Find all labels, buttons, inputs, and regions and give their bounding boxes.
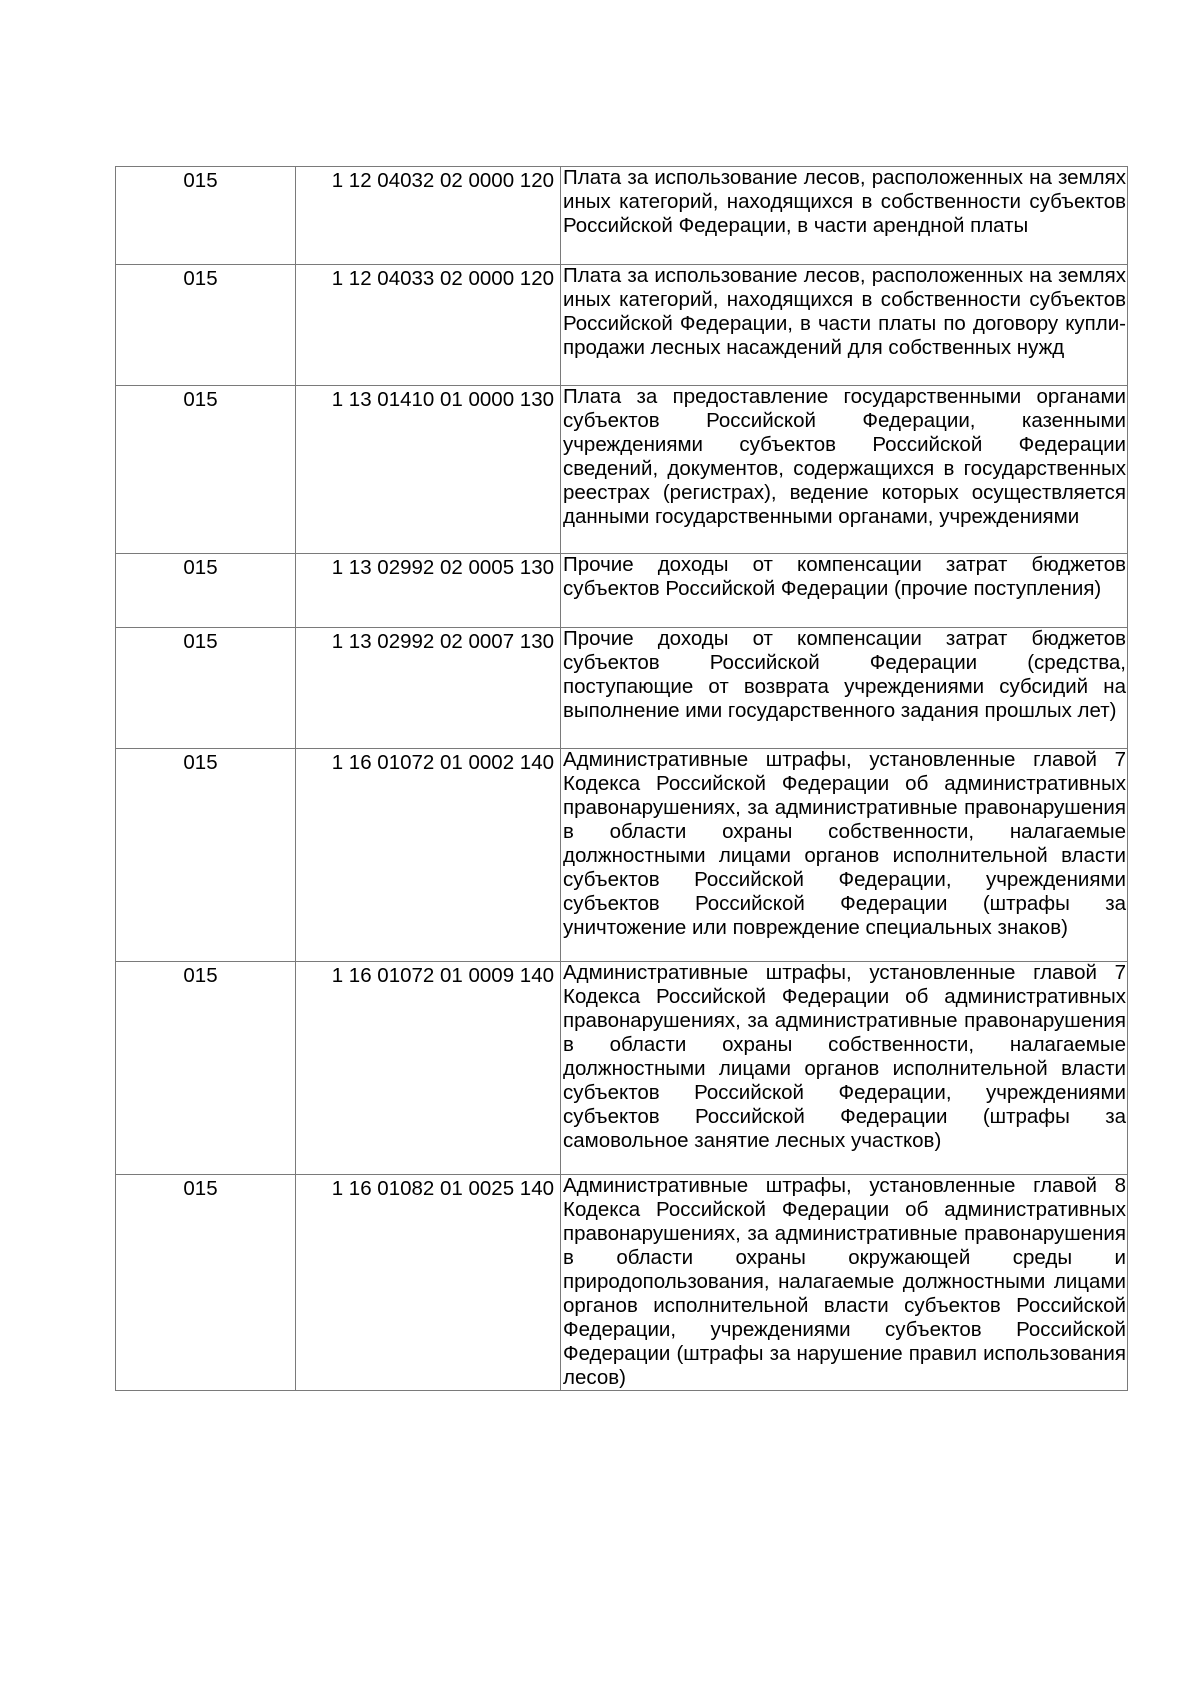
revenue-codes-table bbox=[115, 166, 1128, 1391]
table-body bbox=[116, 167, 1128, 1391]
budget-code-cell: 1 13 01410 01 0000 130 bbox=[296, 386, 561, 554]
budget-code-cell: 1 12 04032 02 0000 120 bbox=[296, 167, 561, 265]
description-text: Административные штрафы, установленные главой 7 Кодекса Российской Федерации об административных правонарушениях, за административные правонарушения в области охраны собственности, налагаемые должностными лицами органов исполнительной власти субъектов Российской Федерации, учреждениями субъектов Российской Федерации (штрафы за самовольное занятие лесных участков) bbox=[563, 961, 1126, 1152]
description-cell bbox=[561, 1175, 1128, 1391]
admin-code-cell: 015 bbox=[116, 386, 296, 554]
table-row bbox=[116, 554, 1128, 628]
description-text: Плата за предоставление государственными органами субъектов Российской Федерации, казенными учреждениями субъектов Российской Федерации сведений, документов, содержащихся в государственных реестрах (регистрах), ведение которых осуществляется данными государственными органами, учреждениями bbox=[563, 385, 1126, 528]
table-row bbox=[116, 1175, 1128, 1391]
description-cell bbox=[561, 962, 1128, 1175]
admin-code-cell: 015 bbox=[116, 554, 296, 628]
description-text: Административные штрафы, установленные главой 8 Кодекса Российской Федерации об административных правонарушениях, за административные правонарушения в области охраны окружающей среды и природопользования, налагаемые должностными лицами органов исполнительной власти субъектов Российской Федерации, учреждениями субъектов Российской Федерации (штрафы за нарушение правил использования лесов) bbox=[563, 1174, 1126, 1389]
description-cell bbox=[561, 554, 1128, 628]
description-cell bbox=[561, 749, 1128, 962]
description-text: Плата за использование лесов, расположенных на землях иных категорий, находящихся в собственности субъектов Российской Федерации, в части платы по договору купли-продажи лесных насаждений для собственных нужд bbox=[563, 264, 1126, 359]
description-cell bbox=[561, 265, 1128, 386]
description-cell bbox=[561, 628, 1128, 749]
description-text: Плата за использование лесов, расположенных на землях иных категорий, находящихся в собственности субъектов Российской Федерации, в части арендной платы bbox=[563, 166, 1126, 237]
table-row bbox=[116, 628, 1128, 749]
budget-code-cell: 1 12 04033 02 0000 120 bbox=[296, 265, 561, 386]
admin-code-cell: 015 bbox=[116, 265, 296, 386]
admin-code-cell: 015 bbox=[116, 1175, 296, 1391]
description-cell bbox=[561, 386, 1128, 554]
admin-code-cell: 015 bbox=[116, 628, 296, 749]
description-text: Административные штрафы, установленные главой 7 Кодекса Российской Федерации об административных правонарушениях, за административные правонарушения в области охраны собственности, налагаемые должностными лицами органов исполнительной власти субъектов Российской Федерации, учреждениями субъектов Российской Федерации (штрафы за уничтожение или повреждение специальных знаков) bbox=[563, 748, 1126, 939]
table-row bbox=[116, 749, 1128, 962]
budget-code-cell: 1 16 01082 01 0025 140 bbox=[296, 1175, 561, 1391]
admin-code-cell: 015 bbox=[116, 962, 296, 1175]
admin-code-cell: 015 bbox=[116, 167, 296, 265]
budget-code-cell: 1 16 01072 01 0009 140 bbox=[296, 962, 561, 1175]
description-cell bbox=[561, 167, 1128, 265]
admin-code-cell: 015 bbox=[116, 749, 296, 962]
description-text: Прочие доходы от компенсации затрат бюджетов субъектов Российской Федерации (прочие поступления) bbox=[563, 553, 1126, 600]
budget-code-cell: 1 13 02992 02 0007 130 bbox=[296, 628, 561, 749]
budget-code-cell: 1 16 01072 01 0002 140 bbox=[296, 749, 561, 962]
table-row bbox=[116, 962, 1128, 1175]
table-row bbox=[116, 386, 1128, 554]
budget-code-cell: 1 13 02992 02 0005 130 bbox=[296, 554, 561, 628]
table-row bbox=[116, 265, 1128, 386]
table-row bbox=[116, 167, 1128, 265]
description-text: Прочие доходы от компенсации затрат бюджетов субъектов Российской Федерации (средства, поступающие от возврата учреждениями субсидий на выполнение ими государственного задания прошлых лет) bbox=[563, 627, 1126, 722]
